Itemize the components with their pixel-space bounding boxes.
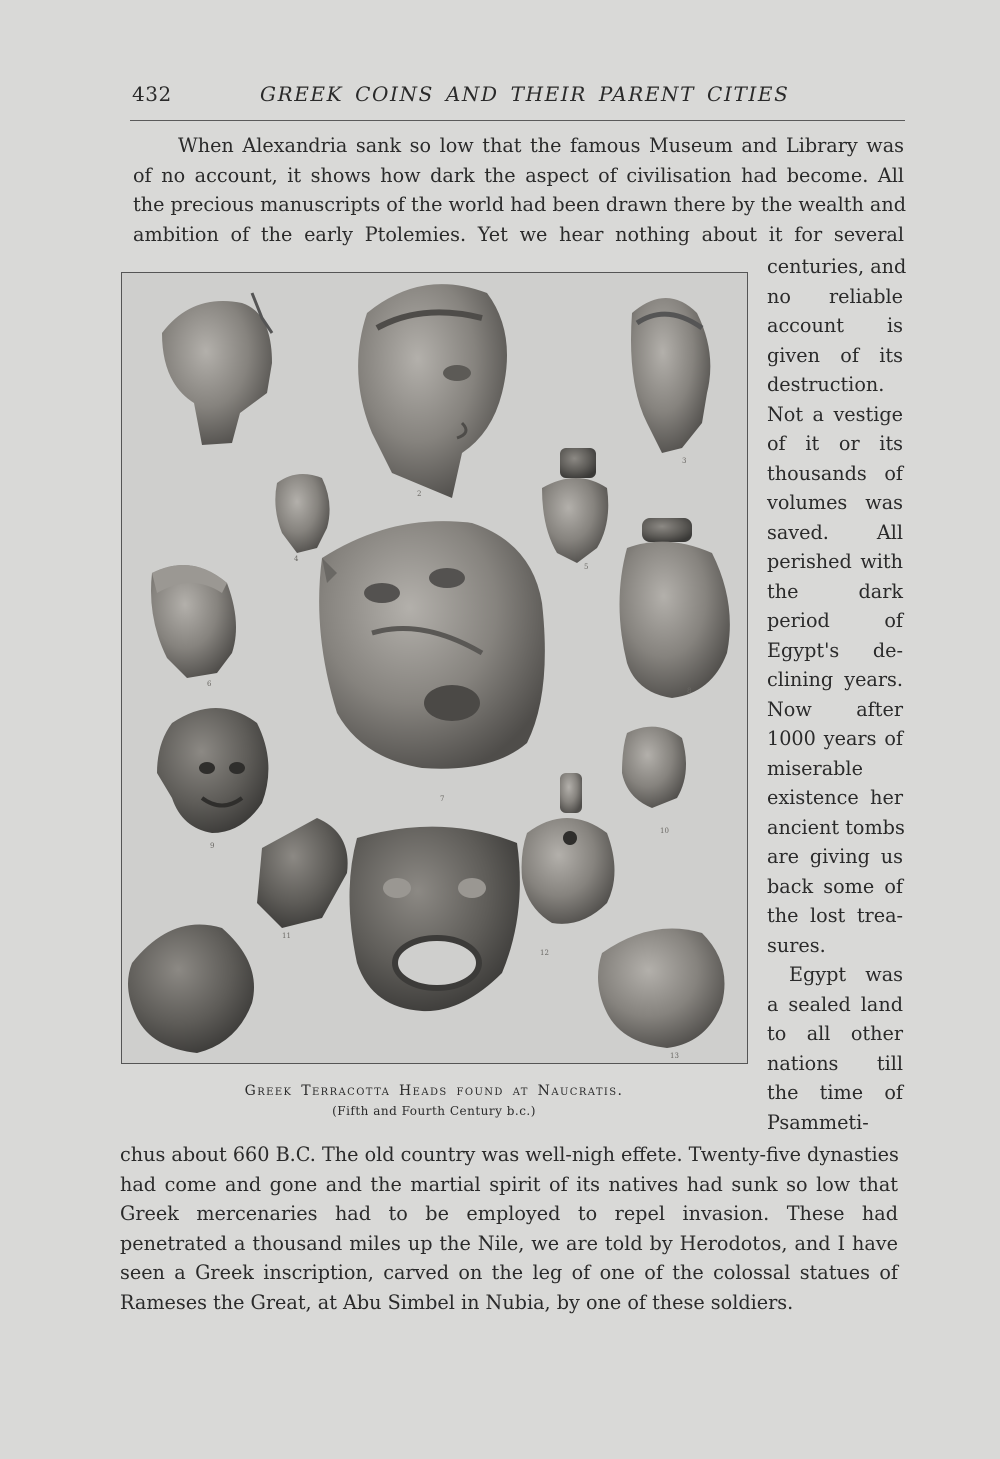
text-line: the dark	[767, 579, 903, 603]
text-line: ambition of the early Ptolemies. Yet we hear nothing about it for several	[133, 222, 904, 246]
text-line: of it or its	[767, 432, 903, 455]
text-line: Not a vestige	[767, 402, 903, 426]
text-line: are giving us	[767, 845, 903, 868]
terracotta-mask-7	[319, 521, 545, 769]
text-line: Psammeti-	[767, 1110, 869, 1134]
text-line: account is	[767, 314, 903, 337]
text-line: penetrated a thousand miles up the Nile, we are told by Herodotos, and I have	[120, 1231, 898, 1255]
item-number-2: 2	[417, 490, 422, 498]
text-line: 1000 years of	[767, 727, 903, 750]
item-number-3: 3	[682, 457, 687, 465]
top-paragraph	[133, 131, 904, 249]
text-line: the time of	[767, 1081, 903, 1104]
text-line: saved. All	[767, 520, 903, 544]
terracotta-heads-plate	[121, 272, 748, 1064]
figure-caption-title: Greek Terracotta Heads found at Naucratis.	[244, 1083, 624, 1099]
item-number-13: 13	[670, 1052, 679, 1060]
item-number-5: 5	[584, 563, 589, 571]
text-line: sures.	[767, 933, 826, 957]
page-number: 432	[132, 82, 172, 106]
text-line: thousands of	[767, 461, 903, 485]
text-line: ancient tombs	[767, 815, 905, 839]
text-line: the lost trea-	[767, 904, 903, 927]
text-line: had come and gone and the martial spirit of its natives had sunk so low that	[120, 1172, 898, 1196]
item-number-9: 9	[210, 842, 215, 850]
figure-caption-subtitle: (Fifth and Fourth Century b.c.)	[332, 1104, 536, 1118]
item-number-10: 10	[660, 827, 669, 835]
text-line: given of its	[767, 343, 903, 367]
item-number-4: 4	[294, 555, 299, 563]
text-line: clining years.	[767, 668, 903, 691]
bottom-paragraph	[120, 1140, 898, 1317]
text-line: destruction.	[767, 373, 885, 396]
side-column-text	[767, 252, 907, 1137]
text-line: centuries, and	[767, 255, 907, 278]
text-line: volumes was	[767, 491, 903, 514]
text-line: period of	[767, 609, 903, 632]
text-line: miserable	[767, 756, 863, 780]
text-line: Rameses the Great, at Abu Simbel in Nubia, by one of these soldiers.	[120, 1290, 794, 1314]
plate-illustration	[122, 273, 747, 1063]
text-line: perished with	[767, 550, 903, 573]
item-number-6: 6	[207, 680, 212, 688]
item-number-7: 7	[440, 795, 445, 803]
text-line: chus about 660 B.C. The old country was well-nigh effete. Twenty-five dynasties	[120, 1143, 899, 1166]
text-line: the precious manuscripts of the world had been drawn there by the wealth and	[133, 193, 906, 216]
text-line: back some of	[767, 874, 903, 898]
text-line: existence her	[767, 786, 903, 809]
item-number-11: 11	[282, 932, 291, 940]
text-line: to all other	[767, 1022, 903, 1045]
text-line: Egypt was	[789, 963, 903, 986]
text-line: a sealed land	[767, 992, 903, 1016]
header-rule	[130, 120, 905, 121]
text-line: Greek mercenaries had to be employed to repel invasion. These had	[120, 1202, 898, 1225]
text-line: When Alexandria sank so low that the famous Museum and Library was	[178, 134, 904, 157]
text-line: Now after	[767, 697, 903, 721]
running-title: GREEK COINS AND THEIR PARENT CITIES	[260, 82, 790, 106]
text-line: seen a Greek inscription, carved on the leg of one of the colossal statues of	[120, 1261, 898, 1284]
page-header	[130, 80, 905, 116]
text-line: no reliable	[767, 284, 903, 308]
text-line: nations till	[767, 1051, 903, 1075]
item-number-12: 12	[540, 949, 549, 957]
text-line: Egypt's de-	[767, 638, 903, 662]
item-number-8: 8	[687, 687, 692, 695]
text-line: of no account, it shows how dark the aspect of civilisation had become. All	[133, 163, 904, 187]
